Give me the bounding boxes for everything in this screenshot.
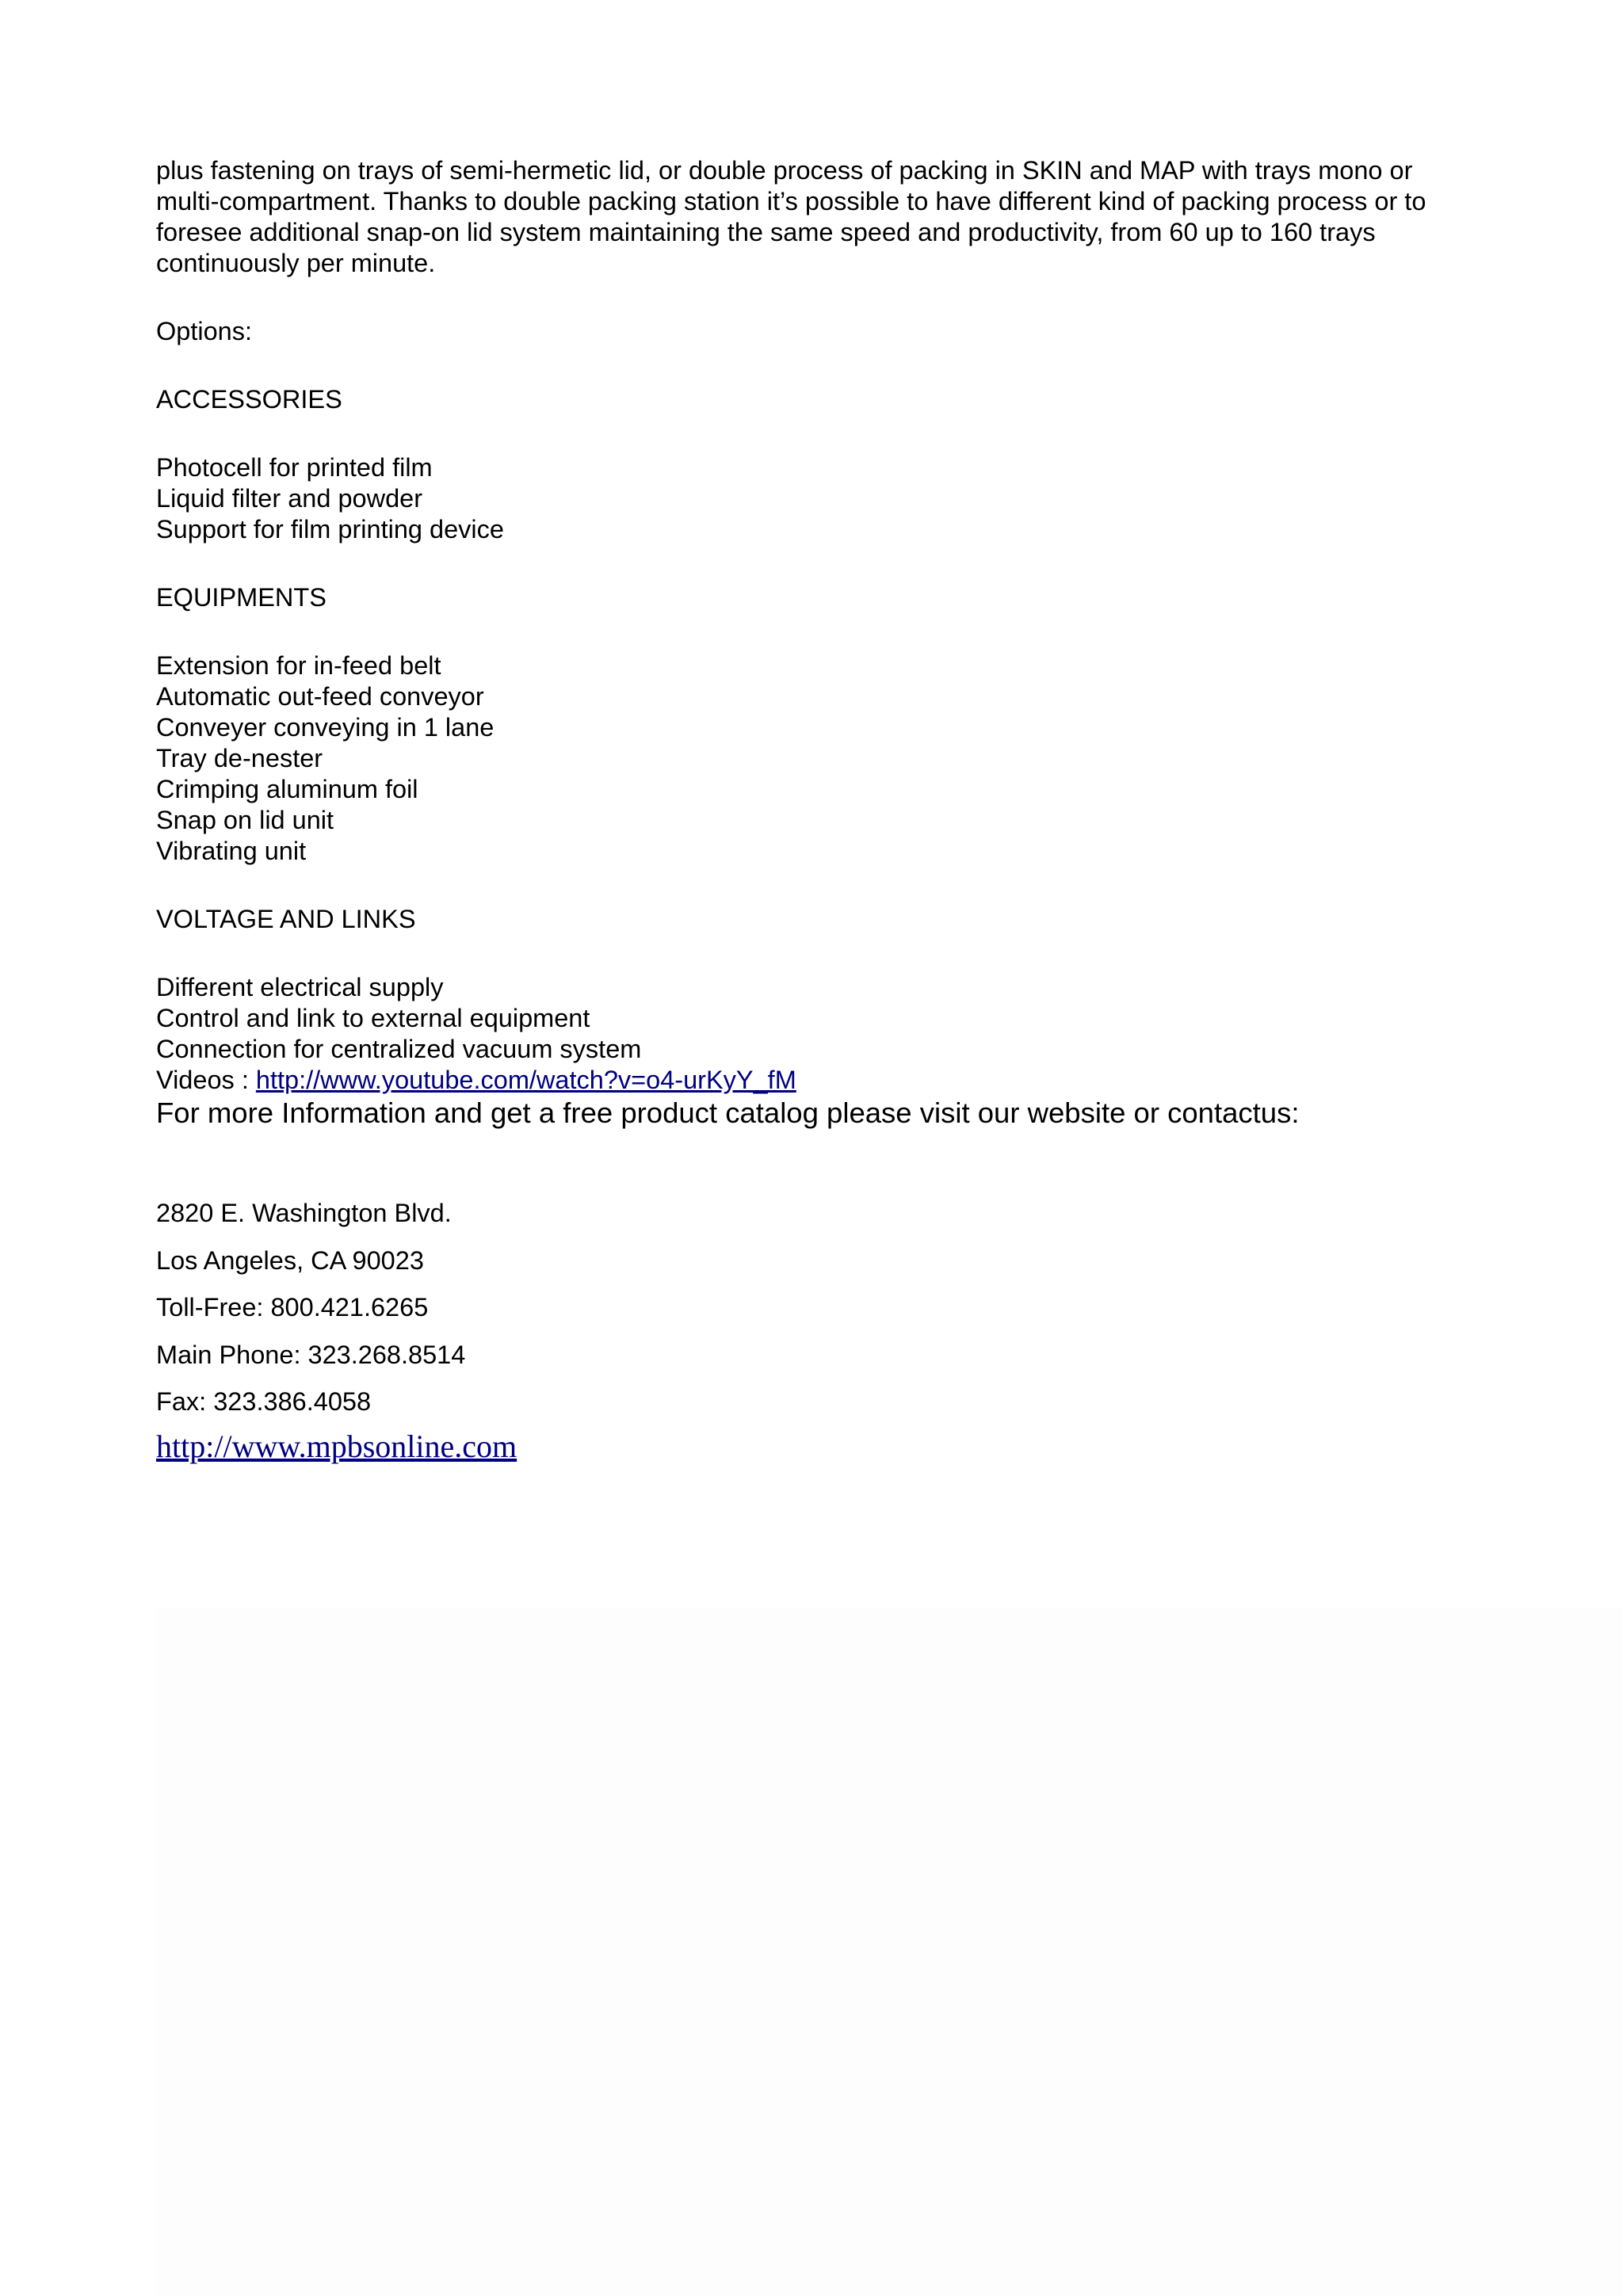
list-item: Connection for centralized vacuum system (156, 1035, 642, 1063)
list-item: Conveyer conveying in 1 lane (156, 713, 495, 742)
videos-row (156, 1065, 1503, 1096)
list-item: Control and link to external equipment (156, 1004, 590, 1032)
intro-line: continuously per minute. (156, 249, 436, 277)
options-label: Options: (156, 317, 253, 345)
videos-label: Videos : (156, 1066, 256, 1094)
intro-paragraph (156, 155, 1503, 279)
list-item: Photocell for printed film (156, 453, 433, 482)
equipments-heading: EQUIPMENTS (156, 583, 327, 612)
accessories-heading: ACCESSORIES (156, 385, 342, 414)
document-body (156, 155, 1503, 1467)
city-address: Los Angeles, CA 90023 (156, 1245, 424, 1275)
fax-number: Fax: 323.386.4058 (156, 1387, 372, 1416)
video-link[interactable]: http://www.youtube.com/watch?v=o4-urKyY_fM (255, 1066, 796, 1094)
voltage-list (156, 972, 1503, 1065)
list-item: Vibrating unit (156, 837, 307, 865)
list-item: Snap on lid unit (156, 806, 334, 834)
intro-line: plus fastening on trays of semi-hermetic lid, or double process of packing in SKIN and MAP with trays mono or (156, 156, 1413, 185)
website-link[interactable]: http://www.mpbsonline.com (156, 1428, 517, 1464)
intro-line: foresee additional snap-on lid system maintaining the same speed and productivity, from 60 up to 160 trays (156, 218, 1376, 246)
accessories-list (156, 452, 1503, 545)
intro-line: multi-compartment. Thanks to double packing station it’s possible to have different kind of packing process or to (156, 187, 1426, 215)
main-phone: Main Phone: 323.268.8514 (156, 1340, 466, 1369)
equipments-list (156, 650, 1503, 867)
contact-block (156, 1190, 1503, 1467)
list-item: Tray de-nester (156, 744, 323, 772)
list-item: Extension for in-feed belt (156, 651, 441, 680)
voltage-heading: VOLTAGE AND LINKS (156, 905, 416, 933)
list-item: Crimping aluminum foil (156, 775, 418, 803)
list-item: Different electrical supply (156, 973, 444, 1001)
list-item: Support for film printing device (156, 515, 504, 543)
street-address: 2820 E. Washington Blvd. (156, 1199, 452, 1227)
more-info-text: For more Information and get a free product catalog please visit our website or contactus: (156, 1097, 1300, 1129)
list-item: Automatic out-feed conveyor (156, 682, 484, 711)
page-background-tint (156, 1608, 1623, 2296)
list-item: Liquid filter and powder (156, 484, 423, 513)
toll-free-phone: Toll-Free: 800.421.6265 (156, 1293, 429, 1322)
